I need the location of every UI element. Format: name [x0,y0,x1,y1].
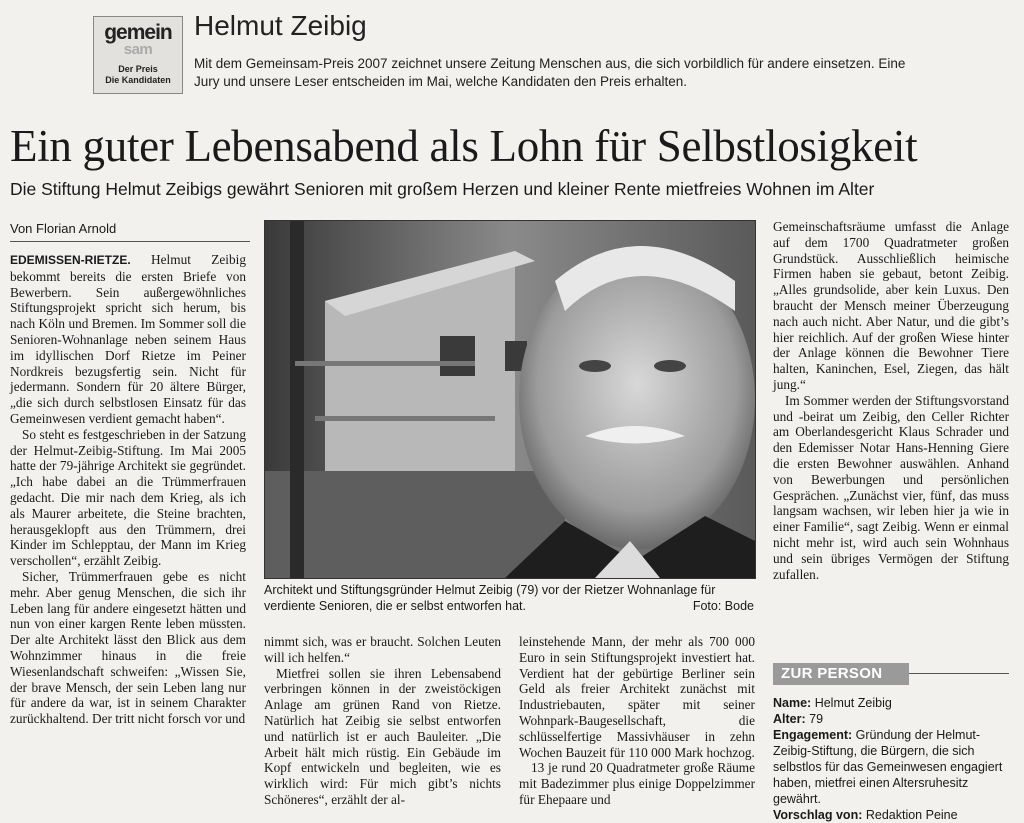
caption-text: Architekt und Stiftungsgründer Helmut Zeibig (79) vor der Rietzer Wohnanlage für verdiente Senioren, die er selbst entworfen hat. [264,583,716,613]
zur-person-heading: ZUR PERSON [773,663,909,685]
article-headline: Ein guter Lebensabend als Lohn für Selbstlosigkeit [10,121,918,171]
article-column-1 [10,252,246,727]
paragraph: nimmt sich, was er braucht. Solchen Leuten will ich helfen.“ [264,634,501,665]
logo-subtitle-line2: Die Kandidaten [105,75,171,85]
person-engagement-label: Engagement: [773,728,853,742]
candidate-name: Helmut Zeibig [194,10,367,41]
paragraph: Mietfrei sollen sie ihren Lebensabend verbringen können in der zweistöckigen Anlage am grünen Rand von Rietze. Natürlich hat Zeibig sie selbst entworfen und natürlich ist er auch Bauleiter. „Die Arbeit hält mich rüstig. Ein Gebäude im Kopf entwickeln und begleiten, wie es wirklich wird: Für mich gibt’s nichts Schöneres“, erzählt der al- [264,665,501,807]
paragraph: Im Sommer werden der Stiftungsvorstand und -beirat um Zeibig, den Celler Richter am Oberlandesgericht Klaus Schrader und den Edemisser Notar Hans-Henning Giere die ersten Bewohner auswählen. Anhand von Bewerbungen und persönlichen Gesprächen. „Zunächst vier, fünf, das muss langsam wachsen, wir leben hier ja wie in einer Familie“, sagt Zeibig. Wenn er einmal nicht mehr ist, wird auch sein Wohnhaus und sein übriges Vermögen der Stiftung zufallen. [773,392,1009,582]
article-byline: Von Florian Arnold [10,221,250,242]
logo-subtitle [94,64,182,86]
person-name-value: Helmut Zeibig [811,696,892,710]
logo-word-sam: sam [123,41,153,58]
person-proposer-label: Vorschlag von: [773,808,863,822]
article-column-3 [519,634,755,808]
article-column-2 [264,634,501,808]
portrait-photo-image [265,221,755,578]
logo-subtitle-line1: Der Preis [118,64,158,74]
paragraph: Sicher, Trümmerfrauen gebe es nicht mehr. Aber genug Menschen, die sich ihr Leben lang für andere eingesetzt hätten und nun von einer kargen Rente leben müssten. Der alte Architekt lässt den Blick aus dem Wohnzimmer hinaus in die freie Wiesenlandschaft schweifen: „Wissen Sie, der brave Mensch, der sein Leben lang nur für andere da war, ist in seinem Charakter zurückhaltend. Der tritt nicht forsch vor und [10,568,246,727]
paragraph: 13 je rund 20 Quadratmeter große Räume mit Badezimmer plus einige Doppelzimmer für Ehepaare und [519,760,755,807]
prize-intro-text: Mit dem Gemeinsam-Preis 2007 zeichnet unsere Zeitung Menschen aus, die sich vorbildlich für andere einsetzen. Eine Jury und unsere Leser entscheiden im Mai, welche Kandidaten den Preis erhalten. [194,56,906,89]
person-engagement-row [773,727,1009,807]
paragraph-text: Helmut Zeibig bekommt bereits die ersten Briefe von Bewerbern. Sein außergewöhnliches Stiftungsprojekt spricht sich herum, bis nach Köln und Bremen. Im Sommer soll die Senioren-Wohnanlage neben seinem Haus im idyllischen Dorf Rietze im Peiner Nordkreis bezugsfertig sein. Nicht für jedermann. Sondern für 20 ältere Bürger, „die sich durch selbstlosen Einsatz für das Gemeinwesen verdient gemacht haben“. [10,252,246,426]
person-age-label: Alter: [773,712,806,726]
person-name-row [773,695,1009,711]
photo-caption [264,582,754,614]
article-subheadline: Die Stiftung Helmut Zeibigs gewährt Senioren mit großem Herzen und kleiner Rente mietfreies Wohnen im Alter [10,179,875,199]
logo-word-gemein: gemein [104,21,172,44]
photo-credit: Foto: Bode [692,599,754,613]
paragraph: So steht es festgeschrieben in der Satzung der Helmut-Zeibig-Stiftung. Im Mai 2005 hatte der 79-jährige Architekt sie gegründet. „Ich habe dabei an die Trümmerfrauen gedacht. Die mir nach dem Krieg, als ich als Maurer arbeitete, die Steine brachten, herausgeklopft aus den Trümmern, drei Kinder im Schlepptau, der Mann im Krieg verschollen“, erzählt Zeibig. [10,426,246,569]
person-age-value: 79 [805,712,824,726]
portrait-photo [264,220,756,579]
gemeinsam-logo [93,16,183,94]
paragraph: leinstehende Mann, der mehr als 700 000 Euro in sein Stiftungsprojekt investiert hat. Verdient hat der gebürtige Berliner sein Geld als freier Architekt zunächst mit Industriebauten, später mit seiner Wohnpark-Baugesellschaft, die schlüsselfertige Massivhäuser in zehn Wochen Bauzeit für 110 000 Mark hochzog. [519,634,755,760]
person-engagement-value: Gründung der Helmut-Zeibig-Stiftung, die Bürgern, die sich selbstlos für das Gemeinwesen engagiert haben, mietfrei einen Altersruhesitz gewährt. [773,728,1003,806]
zur-person-divider [909,673,1009,674]
person-proposer-value: Redaktion Peine [862,808,958,822]
paragraph: Gemeinschaftsräume umfasst die Anlage auf dem 1700 Quadratmeter großen Grundstück. Ausschließlich heimische Firmen haben sie gebaut, betont Zeibig. „Alles grundsolide, aber kein Luxus. Den braucht der Mensch meiner Überzeugung nach auch nicht. Aber Natur, und die gibt’s hier reichlich. Auf der großen Wiese hinter der Anlage können die Bewohner Tiere halten, Kaninchen, Esel, Ziegen, das hält jung.“ [773,219,1009,392]
person-name-label: Name: [773,696,812,710]
zur-person-box [773,695,1009,823]
dateline: EDEMISSEN-RIETZE. [10,253,131,267]
article-column-4 [773,219,1009,582]
person-proposer-row [773,807,1009,823]
person-age-row [773,711,1009,727]
paragraph [10,252,246,427]
